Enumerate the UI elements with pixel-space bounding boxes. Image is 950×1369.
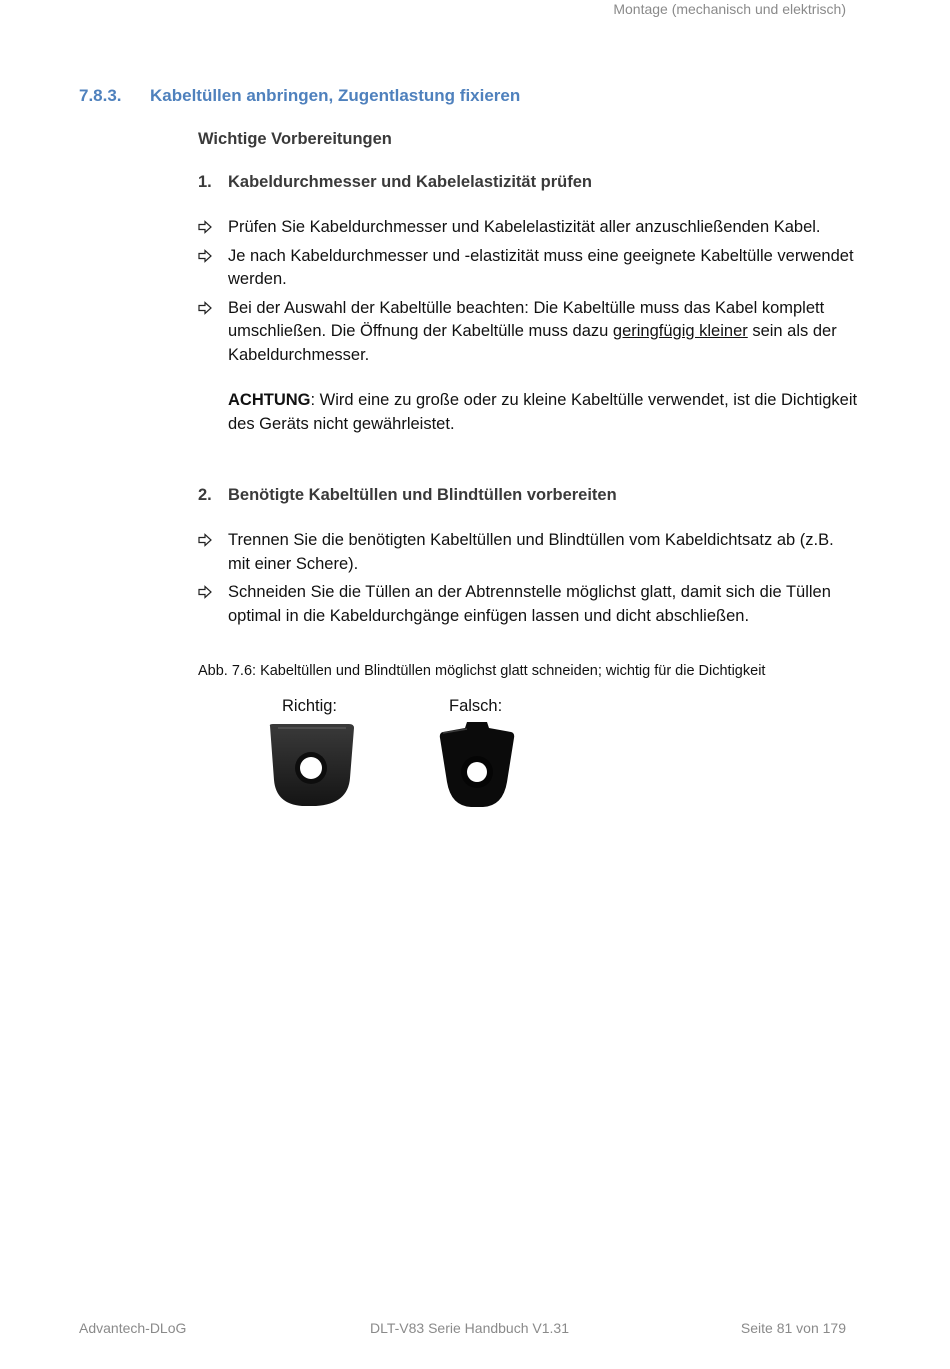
warning-note bbox=[228, 389, 858, 436]
figure-caption: Abb. 7.6: Kabeltüllen und Blindtüllen möglichst glatt schneiden; wichtig für die Dichtigkeit bbox=[198, 663, 766, 679]
preparations-heading: Wichtige Vorbereitungen bbox=[198, 130, 392, 148]
warning-label: ACHTUNG bbox=[228, 391, 311, 409]
bullet-text: Bei der Auswahl der Kabeltülle beachten: Die Kabeltülle muss das Kabel komplett umschließen. Die Öffnung der Kabeltülle muss dazu bbox=[228, 298, 825, 340]
bullet-text: Schneiden Sie die Tüllen an der Abtrennstelle möglichst glatt, damit sich die Tüllen optimal in die Kabeldurchgänge einfügen lassen und dicht abschließen. bbox=[228, 583, 831, 625]
step1-heading bbox=[198, 173, 592, 192]
arrow-right-icon bbox=[198, 301, 212, 315]
label-wrong: Falsch: bbox=[449, 697, 503, 715]
bullet-text: Prüfen Sie Kabeldurchmesser und Kabelelastizität aller anzuschließenden Kabel. bbox=[228, 218, 821, 236]
warning-text: : Wird eine zu große oder zu kleine Kabeltülle verwendet, ist die Dichtigkeit des Geräts nicht gewährleistet. bbox=[228, 391, 858, 433]
list-item bbox=[198, 216, 858, 240]
footer-center: DLT-V83 Serie Handbuch V1.31 bbox=[370, 1320, 569, 1336]
page-header: Montage (mechanisch und elektrisch) bbox=[613, 1, 846, 17]
section-title: Kabeltüllen anbringen, Zugentlastung fixieren bbox=[150, 86, 521, 105]
arrow-right-icon bbox=[198, 533, 212, 547]
label-correct: Richtig: bbox=[282, 697, 338, 715]
step1-title: Kabeldurchmesser und Kabelelastizität prüfen bbox=[228, 173, 593, 191]
bullet-text-end: sein als der Kabeldurchmesser. bbox=[228, 322, 837, 364]
footer-right: Seite 81 von 179 bbox=[740, 1320, 846, 1336]
grommet-correct-image bbox=[264, 722, 358, 808]
list-item bbox=[198, 581, 858, 628]
section-number: 7.8.3. bbox=[79, 86, 122, 105]
step2-number: 2. bbox=[198, 486, 212, 504]
list-item bbox=[198, 529, 858, 576]
step2-bullet-list bbox=[198, 529, 858, 633]
footer-left: Advantech-DLoG bbox=[79, 1320, 187, 1336]
step2-heading bbox=[198, 486, 617, 505]
grommet-wrong-image bbox=[437, 720, 517, 810]
step1-bullet-list bbox=[198, 216, 858, 372]
list-item bbox=[198, 245, 858, 292]
underlined-text: geringfügig kleiner bbox=[612, 322, 748, 340]
section-heading bbox=[79, 86, 520, 106]
bullet-text: Je nach Kabeldurchmesser und -elastizität muss eine geeignete Kabeltülle verwendet werden. bbox=[228, 246, 854, 288]
step2-title: Benötigte Kabeltüllen und Blindtüllen vorbereiten bbox=[228, 486, 617, 504]
step1-number: 1. bbox=[198, 173, 212, 191]
list-item bbox=[198, 297, 858, 368]
arrow-right-icon bbox=[198, 585, 212, 599]
bullet-text: Trennen Sie die benötigten Kabeltüllen und Blindtüllen vom Kabeldichtsatz ab (z.B. mit einer Schere). bbox=[228, 531, 834, 573]
arrow-right-icon bbox=[198, 249, 212, 263]
arrow-right-icon bbox=[198, 220, 212, 234]
